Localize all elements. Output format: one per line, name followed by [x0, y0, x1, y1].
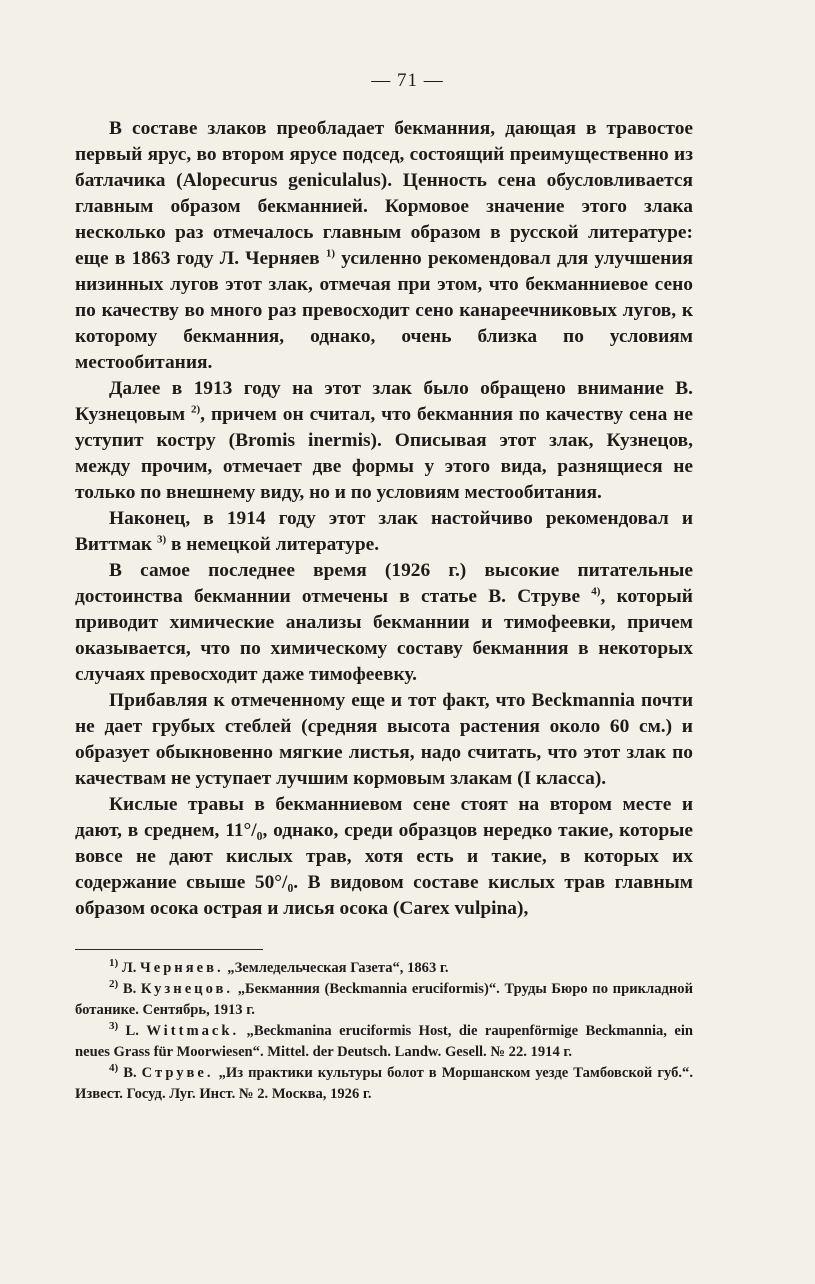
text-run: Наконец, в 1914 году этот злак настойчиво рекомендовал и Виттмак: [75, 508, 693, 555]
text-run: , причем он считал, что бекманния по качеству сена не уступит костру (Bromis inermis). Описывая этот злак, Кузнецов, между прочим, отмечает две формы у этого вида, разнящиеся не только по внешнему виду, но и по условиям местообитания.: [75, 404, 693, 503]
page-number: — 71 —: [371, 70, 444, 91]
text-run: L.: [118, 1023, 147, 1039]
text-run: Далее в 1913 году на этот злак было обращено внимание В. Кузнецовым: [75, 378, 693, 425]
footnote: [75, 1021, 693, 1063]
text-run: В составе злаков преобладает бекманния, дающая в травостое первый ярус, во втором ярусе подсед, состоящий преимущественно из батлачика (Alopecurus geniculalus). Ценность сена обусловливается главным образом бекманнией. Кормовое значение этого злака несколько раз отмечалось главным образом в русской литературе: еще в 1863 году Л. Черняев: [75, 118, 693, 269]
author-name: Черняев.: [140, 960, 224, 976]
paragraph: [75, 792, 693, 922]
text-run: „Земледельческая Газета“, 1863 г.: [223, 960, 449, 976]
footnote-ref: 4): [591, 585, 601, 598]
footnote-ref: 2): [191, 403, 201, 416]
main-text: [75, 116, 693, 922]
author-name: Струве.: [141, 1065, 214, 1081]
text-run: , который приводит химические анализы бекманнии и тимофеевки, причем оказывается, что по химическому составу бекманния в некоторых случаях превосходит даже тимофеевку.: [75, 586, 693, 685]
footnote: [75, 979, 693, 1021]
text-run: В.: [118, 981, 141, 997]
text-run: в немецкой литературе.: [166, 534, 380, 555]
footnote-ref: 2): [109, 978, 119, 991]
paragraph: [75, 376, 693, 506]
footnotes: [75, 958, 693, 1105]
footnote-ref: 1): [325, 247, 336, 260]
text-run: „Бекманния (Beckmannia eruciformis)“. Труды Бюро по прикладной ботанике. Сентябрь, 1913 г.: [75, 981, 693, 1018]
author-name: Wittmack.: [146, 1023, 240, 1039]
footnote-ref: 3): [156, 533, 167, 546]
paragraph: [75, 116, 693, 376]
footnote-divider: [75, 949, 263, 950]
paragraph: [75, 688, 693, 792]
text-run: „Из практики культуры болот в Моршанском уезде Тамбовской губ.“. Извест. Госуд. Луг. Инст. № 2. Москва, 1926 г.: [75, 1065, 693, 1102]
footnote-ref: 4): [109, 1062, 119, 1075]
footnote-ref: 3): [109, 1020, 119, 1033]
author-name: Кузнецов.: [140, 981, 234, 997]
text-run: Кислые травы в бекманниевом сене стоят на втором месте и дают, в среднем, 11°/₀, однако, среди образцов нередко такие, которые вовсе не дают кислых трав, хотя есть и такие, в которых их содержание свыше 50°/₀. В видовом составе кислых трав главным образом осока острая и лисья осока (Carex vulpina),: [75, 794, 693, 919]
paragraph: [75, 506, 693, 558]
footnote: [75, 958, 693, 979]
text-run: В самое последнее время (1926 г.) высокие питательные достоинства бекманнии отмечены в статье В. Струве: [75, 560, 693, 607]
text-run: „Beckmanina eruciformis Host, die raupenförmige Beckmannia, ein neues Grass für Moorwiesen“. Mittel. der Deutsch. Landw. Gesell. № 22. 1914 г.: [75, 1023, 693, 1060]
text-run: усиленно рекомендовал для улучшения низинных лугов этот злак, отмечая при этом, что бекманниевое сено по качеству во много раз превосходит сено канареечниковых лугов, к которому бекманния, однако, очень близка по условиям местообитания.: [75, 248, 693, 373]
text-run: Прибавляя к отмеченному еще и тот факт, что Beckmannia почти не дает грубых стеблей (средняя высота растения около 60 см.) и образует обыкновенно мягкие листья, надо считать, что этот злак по качествам не уступает лучшим кормовым злакам (I класса).: [75, 690, 693, 789]
footnote: [75, 1063, 693, 1105]
paragraph: [75, 558, 693, 688]
text-run: Л.: [118, 960, 140, 976]
text-run: В.: [118, 1065, 142, 1081]
footnote-ref: 1): [109, 957, 119, 970]
